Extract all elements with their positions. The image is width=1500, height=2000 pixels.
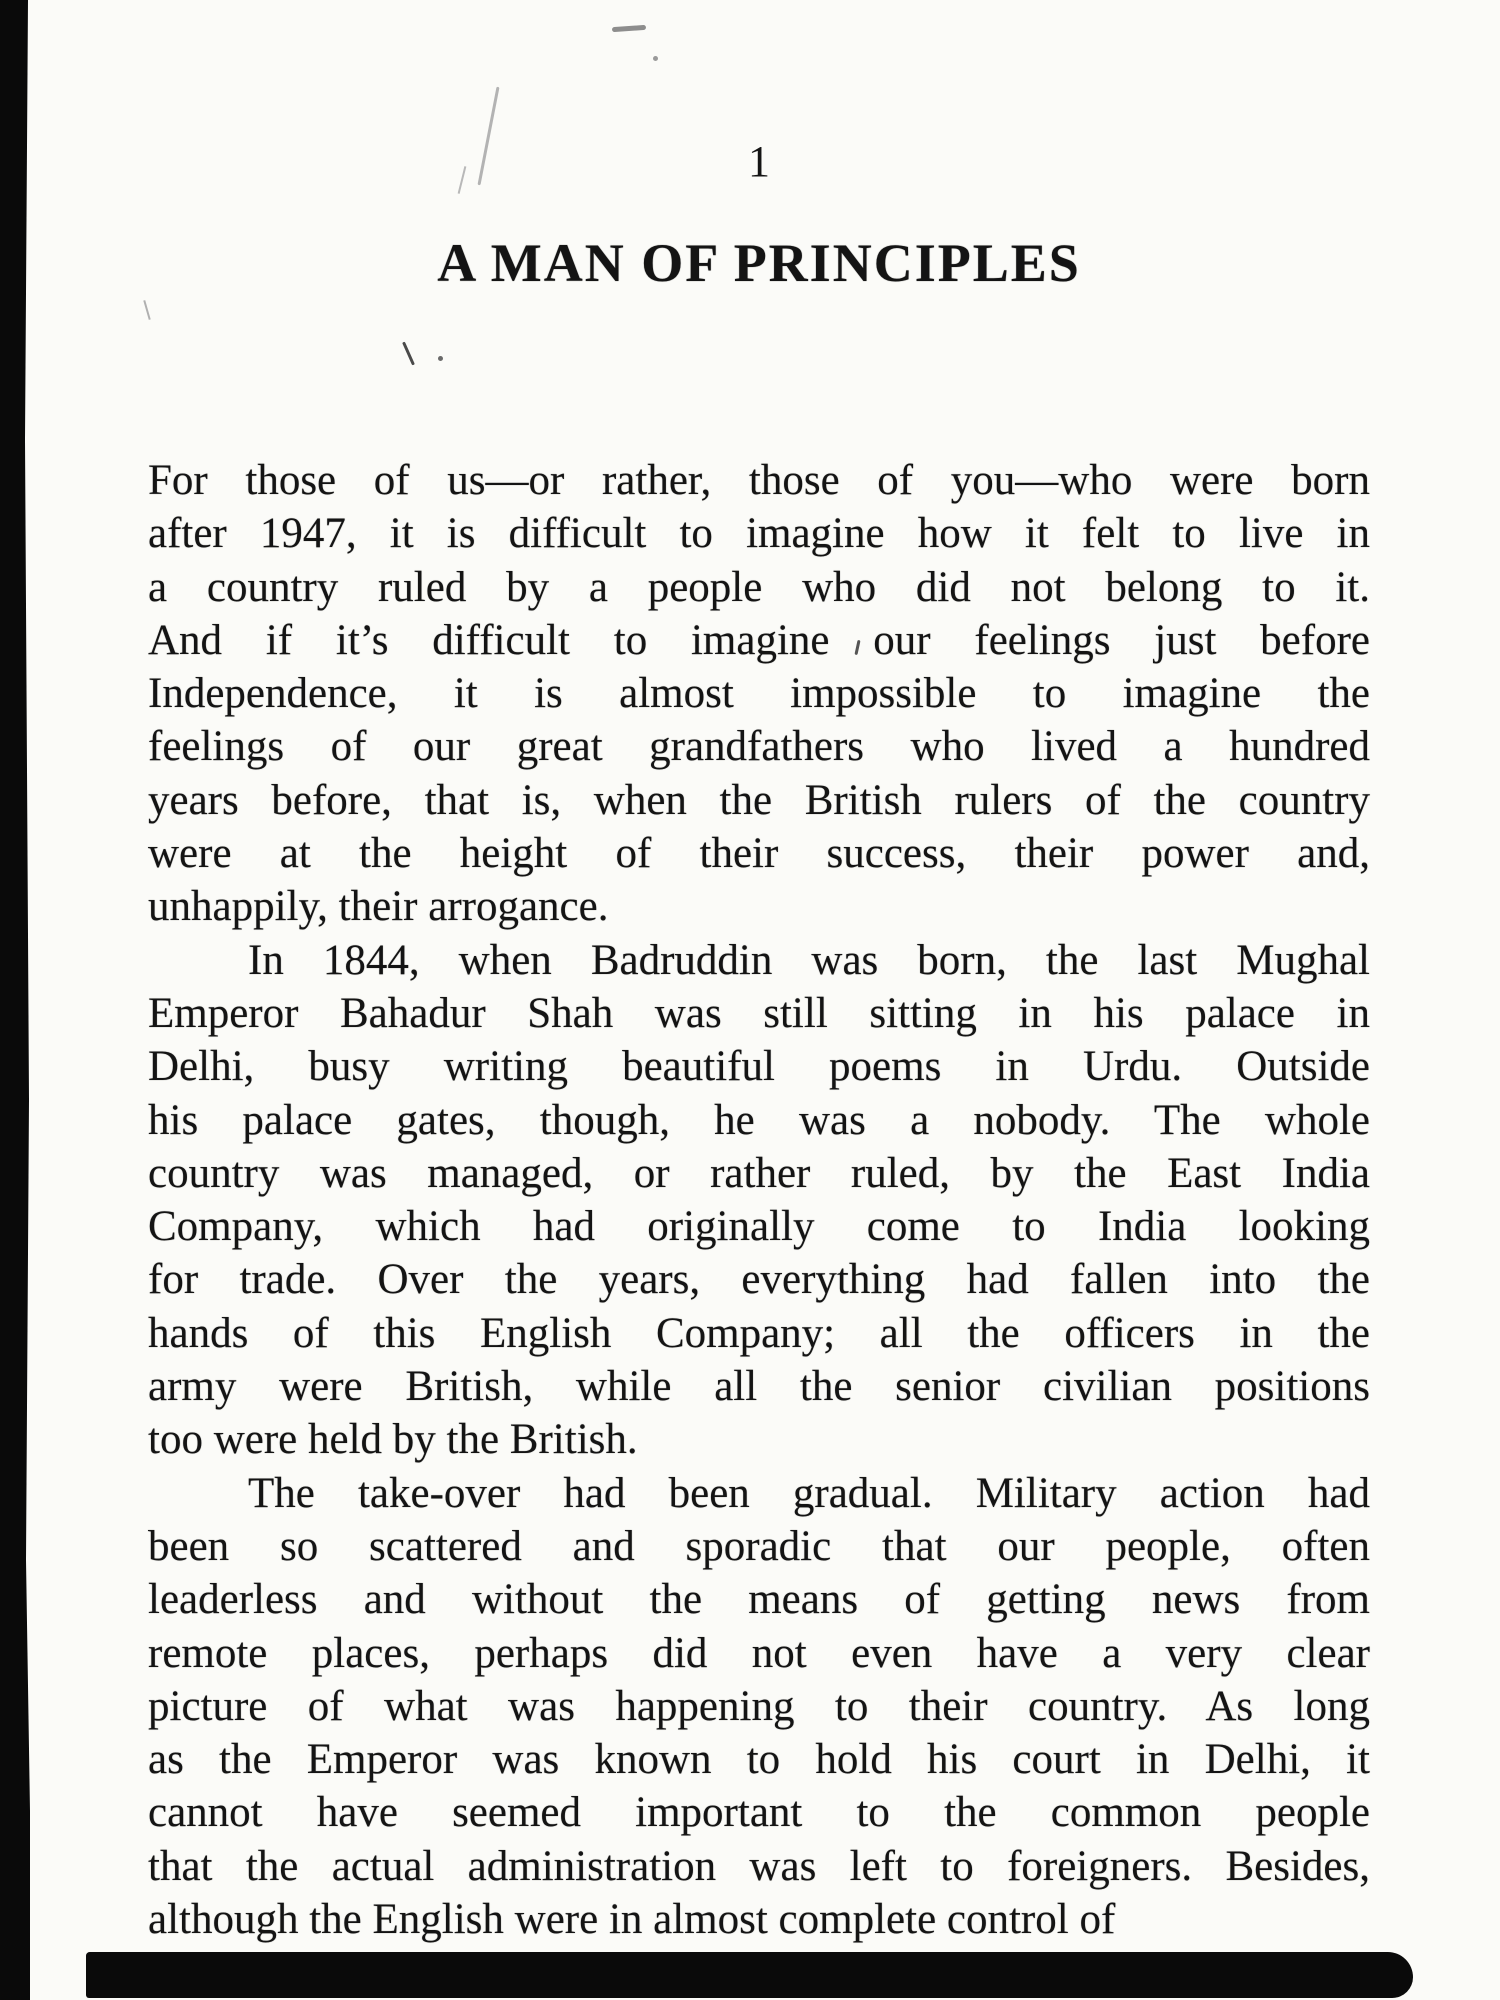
text-line: as the Emperor was known to hold his court in Delhi, it	[148, 1736, 1370, 1784]
page-number: 1	[748, 137, 770, 186]
text-line: Company, which had originally come to India looking	[148, 1203, 1370, 1251]
text-line: picture of what was happening to their country. As long	[148, 1682, 1370, 1730]
text-line: country was managed, or rather ruled, by the East India	[148, 1149, 1370, 1197]
text-line: although the English were in almost complete control of	[148, 1896, 1116, 1944]
text-line: remote places, perhaps did not even have a very clear	[148, 1629, 1370, 1677]
text-line: army were British, while all the senior civilian positions	[148, 1363, 1370, 1411]
text-line: Independence, it is almost impossible to imagine the	[148, 670, 1370, 718]
text-line: feelings of our great grandfathers who lived a hundred	[148, 723, 1370, 771]
text-line: cannot have seemed important to the common people	[148, 1789, 1370, 1837]
text-line: The take-over had been gradual. Military action had	[248, 1469, 1370, 1517]
text-line: For those of us—or rather, those of you—who were born	[148, 457, 1370, 504]
scan-edge-bottom-bar	[86, 1952, 1413, 1998]
text-line: his palace gates, though, he was a nobody. The whole	[148, 1096, 1370, 1144]
text-line: Emperor Bahadur Shah was still sitting in his palace in	[148, 989, 1370, 1037]
text-line: were at the height of their success, their power and,	[148, 830, 1370, 878]
text-line: too were held by the British.	[148, 1416, 638, 1464]
paragraph	[148, 934, 1370, 1467]
text-line: for trade. Over the years, everything had fallen into the	[148, 1256, 1370, 1304]
scan-scratch-slash	[402, 341, 415, 365]
scan-scratch-dash	[612, 25, 646, 32]
text-line: after 1947, it is difficult to imagine how it felt to live in	[148, 510, 1370, 558]
text-line: Delhi, busy writing beautiful poems in Urdu. Outside	[148, 1043, 1370, 1091]
text-line: And if it’s difficult to imagine our feelings just before	[148, 616, 1370, 664]
text-line: years before, that is, when the British rulers of the country	[148, 776, 1370, 824]
text-line: hands of this English Company; all the officers in the	[148, 1309, 1370, 1357]
scan-scratch-slash	[143, 300, 150, 320]
scan-scratch-dot	[438, 356, 443, 361]
text-line: been so scattered and sporadic that our people, often	[148, 1522, 1370, 1570]
text-line: leaderless and without the means of getting news from	[148, 1576, 1370, 1624]
paragraph	[148, 1467, 1370, 1947]
scan-scratch-dot	[653, 56, 658, 61]
text-block	[148, 454, 1370, 1946]
text-line: unhappily, their arrogance.	[148, 883, 609, 931]
text-line: that the actual administration was left to foreigners. Besides,	[148, 1842, 1370, 1890]
text-line: a country ruled by a people who did not belong to it.	[148, 563, 1370, 611]
text-line: In 1844, when Badruddin was born, the last Mughal	[248, 936, 1370, 984]
scan-edge-left-bar	[0, 0, 30, 2000]
paragraph	[148, 454, 1370, 934]
chapter-title: A MAN OF PRINCIPLES	[437, 233, 1081, 293]
